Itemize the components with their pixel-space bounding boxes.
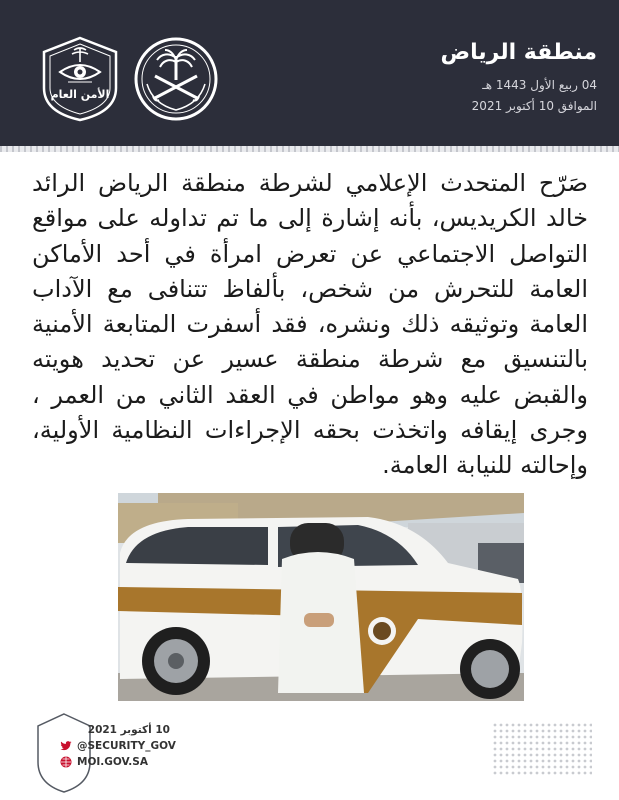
header-divider [0,146,619,152]
hijri-date: 04 ربيع الأول 1443 هـ [482,78,597,92]
arrest-photo [118,493,524,701]
region-title: منطقة الرياض [440,40,597,65]
public-security-badge-icon [38,36,122,122]
twitter-icon [60,740,72,752]
header-bar [0,0,619,146]
website-link-row[interactable] [60,754,210,770]
saudi-emblem-icon [133,36,219,122]
press-statement: صَرّح المتحدث الإعلامي لشرطة منطقة الرياض الرائد خالد الكريديس، بأنه إشارة إلى ما تم تداوله على مواقع التواصل الاجتماعي عن تعرض امرأة في أحد الأماكن العامة للتحرش من شخص، بألفاظ تتنافى مع الآداب العامة وتوثيقه ذلك ونشره، فقد أسفرت المتابعة الأمنية بالتنسيق مع شرطة منطقة عسير عن تحديد هويته والقبض عليه وهو مواطن في العقد الثاني من العمر ، وجرى إيقافه واتخذت بحقه الإجراءات النظامية الأولية، وإحالته للنيابة العامة. [32,169,588,480]
twitter-handle: @SECURITY_GOV [77,740,176,752]
footer-info [60,724,210,770]
footer-date: 10 أكتوبر 2021 [87,724,170,736]
gregorian-date: الموافق 10 أكتوبر 2021 [471,99,597,113]
globe-icon [60,756,72,768]
decorative-dot-pattern-icon [492,722,592,776]
svg-text:الأمن العام: الأمن العام [50,88,110,101]
website-url: MOI.GOV.SA [77,756,148,768]
twitter-link-row[interactable] [60,738,210,754]
